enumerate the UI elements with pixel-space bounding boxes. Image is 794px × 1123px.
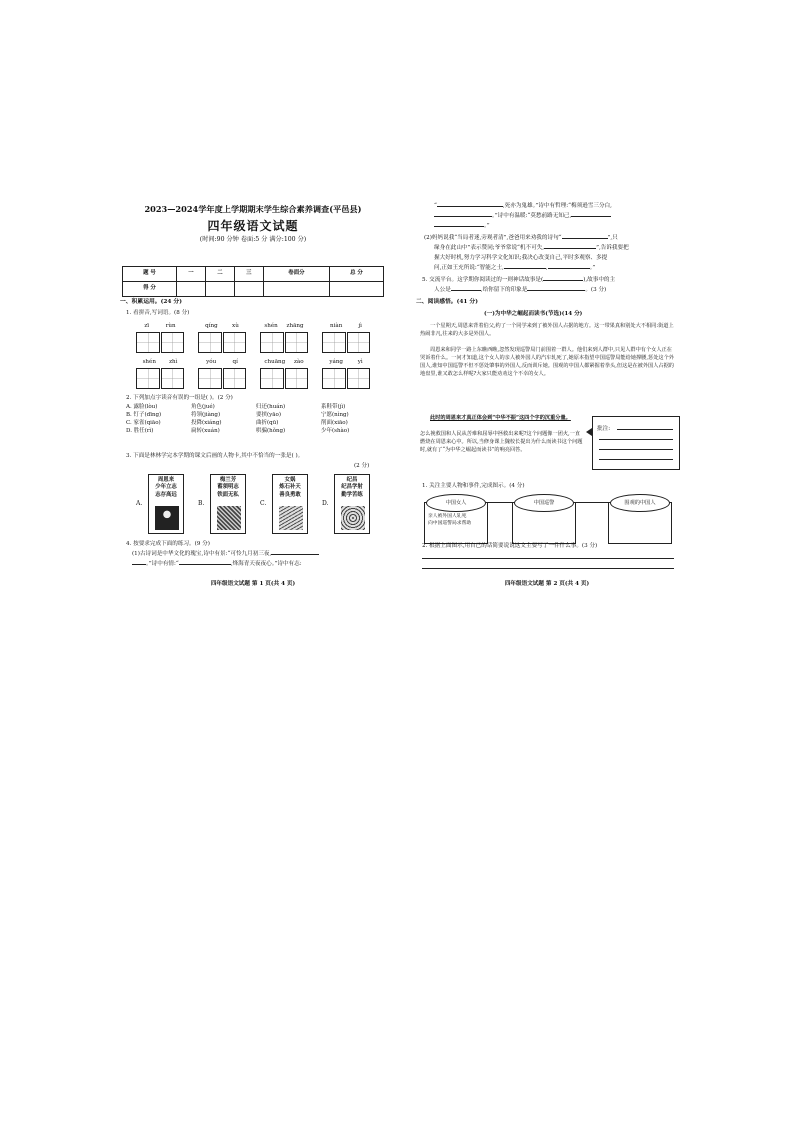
card-text: 勤学苦练 (341, 491, 363, 498)
flow-node: 中国女人 (426, 494, 486, 512)
card-text: 善良勇敢 (279, 491, 301, 498)
question-2-options (126, 404, 386, 436)
option-item: 曲折(qū) (256, 420, 279, 426)
question-text: 问,正如王充所说:“智能之士, (434, 265, 504, 271)
answer-blank[interactable] (434, 226, 484, 227)
reading-title: (一)为中华之崛起而读书(节选)(14 分) (484, 311, 583, 317)
question-text: , (545, 265, 548, 271)
option-item: 角色(jué) (191, 404, 215, 410)
answer-blank[interactable] (179, 564, 231, 565)
question-text: 。(3 分) (585, 287, 607, 293)
option-row (126, 404, 386, 412)
answer-blank[interactable] (543, 280, 583, 281)
card-text: 蓄须明志 (217, 484, 239, 491)
answer-line[interactable] (422, 558, 674, 559)
writing-box[interactable] (161, 368, 185, 389)
flow-node: 中国巡警 (514, 494, 574, 512)
answer-blank[interactable] (527, 290, 585, 291)
writing-box[interactable] (260, 368, 284, 389)
option-item: 系鞋带(jì) (321, 404, 346, 410)
option-item: 投降(xiáng) (191, 420, 222, 426)
score-row-label: 得 分 (123, 282, 177, 297)
question-text: (1)古诗词是中华文化的瑰宝,诗中有景:“可怜九月初三夜, (132, 551, 272, 557)
pinyin-item (322, 322, 370, 353)
annotation-box[interactable] (592, 416, 680, 470)
annotation-line (599, 459, 673, 460)
question-line (434, 202, 612, 210)
section-heading: 二、阅读感悟。(41 分) (416, 299, 478, 305)
pinyin: qí (232, 359, 238, 365)
reading-paragraph: 一个星期天,周恩来背着伯父,约了一个同学来到了被外国人占据的地方。这一带果真和别处大不相同:街道上热闹非凡,往来的大多是外国人。 (420, 323, 674, 338)
reading-question-1: 1. 关注主要人物和事件,完成图示。(4 分) (422, 483, 525, 489)
card-text: 铁面无私 (217, 491, 239, 498)
writing-box[interactable] (198, 332, 222, 353)
question-line (434, 212, 611, 220)
writing-box[interactable] (285, 368, 309, 389)
option-item: 削面(xiāo) (321, 420, 348, 426)
option-item: D. 胜任(rì) (126, 428, 154, 434)
portrait-image (155, 506, 179, 530)
option-item: C. 家雀(qiāo) (126, 420, 161, 426)
question-text: ”,只 (607, 235, 618, 241)
answer-blank[interactable] (434, 216, 492, 217)
annotation-line (599, 449, 673, 450)
card-label: A. (136, 500, 143, 507)
answer-blank[interactable] (571, 216, 611, 217)
answer-blank[interactable] (504, 268, 546, 269)
pinyin-item (198, 358, 246, 389)
question-text: 5. 交流平台。这学期你阅读过的一则神话故事是( (422, 277, 544, 283)
question-text: 缘身在此山中”表示赞同;爷爷常说“机不可失, (434, 245, 545, 251)
option-item: 将领(jiàng) (191, 412, 221, 418)
page-footer: 四年级语文试题 第 1 页(共 4 页) (210, 581, 296, 587)
portrait-image (279, 506, 303, 530)
question-5-line (434, 286, 606, 294)
character-card (136, 474, 190, 536)
card-text: 少年立志 (155, 484, 177, 491)
writing-box[interactable] (136, 332, 160, 353)
option-row (126, 412, 386, 420)
question-text: 。” (484, 223, 490, 229)
question-text: “ (434, 203, 437, 209)
card-frame (148, 474, 184, 534)
score-header: 三 (234, 267, 263, 282)
pinyin-item (260, 358, 308, 389)
answer-blank[interactable] (544, 248, 596, 249)
pinyin: jì (358, 323, 362, 329)
answer-line[interactable] (422, 568, 674, 569)
option-item: 要挟(yāo) (256, 412, 281, 418)
question-text: 。”诗中有情:“ (146, 561, 179, 567)
pinyin: shén (142, 359, 156, 365)
score-header: 一 (176, 267, 205, 282)
pinyin: yáng (329, 359, 344, 365)
writing-box[interactable] (223, 368, 247, 389)
card-label: D. (322, 500, 329, 507)
card-text: 纪昌 (346, 477, 358, 483)
writing-box[interactable] (223, 332, 247, 353)
pinyin: qíng (205, 323, 218, 329)
question-line (434, 264, 595, 272)
pinyin-item (136, 322, 184, 353)
writing-box[interactable] (136, 368, 160, 389)
card-frame (272, 474, 308, 534)
question-3: 3. 下面是林林学完本学期的课文后画的人物卡,其中不恰当的一张是( )。 (126, 453, 304, 459)
option-item: 少年(shào) (321, 428, 350, 434)
pinyin: zào (293, 359, 304, 365)
pinyin: chuāng (264, 359, 286, 365)
card-text: 周恩来 (157, 477, 175, 483)
card-label: B. (198, 500, 205, 507)
pinyin: shén (264, 323, 278, 329)
pinyin: zhì (169, 359, 178, 365)
pinyin: yóu (206, 359, 217, 365)
annotation-label: 批注: (597, 426, 611, 432)
exam-page-2 (414, 196, 680, 592)
question-1: 1. 看拼音,写词语。(8 分) (126, 310, 190, 316)
question-text: ,死亦为鬼雄。”诗中有哲理:“梅须逊雪三分白, (502, 203, 612, 209)
pinyin: niàn (330, 323, 343, 329)
character-card (260, 474, 314, 536)
question-5 (422, 276, 615, 284)
flow-note-line: 亲人被外国人轧死 (428, 514, 467, 519)
flow-note (428, 514, 471, 528)
section-heading: 一、积累运用。(24 分) (120, 299, 182, 305)
question-text: ,给你留下的印象是 (480, 287, 528, 293)
card-frame (334, 474, 370, 534)
page-footer: 四年级语文试题 第 2 页(共 4 页) (504, 581, 590, 587)
question-2: 2. 下列加点字读音有误的一组是( )。(2 分) (126, 395, 233, 401)
question-line (434, 222, 490, 230)
character-cards (136, 474, 386, 538)
writing-box[interactable] (161, 332, 185, 353)
question-text: ,烽海青天夜夜心。”诗中有志: (230, 561, 302, 567)
question-line (424, 234, 618, 242)
writing-box[interactable] (260, 332, 284, 353)
option-item: 扁转(xuán) (191, 428, 220, 434)
pinyin: zī (144, 323, 150, 329)
score-header: 题 号 (123, 267, 177, 282)
option-row (126, 428, 386, 436)
question-text: 。”诗中有温暖:“莫愁前路无知己, (492, 213, 572, 219)
score-header: 总 分 (329, 267, 383, 282)
reading-paragraph: 怎么挽救国和人民从苦难和屈辱中拯救出来呢?这个问题像一团火,一直燃烧在周恩来心中。所以,当修身课上魏校长提出为什么而读书这个问题时,就有了“为中华之崛起而读书”的响亮回答。 (420, 431, 583, 454)
question-4: 4. 按要求完成下面的练习。(9 分) (126, 541, 210, 547)
exam-sheet (118, 196, 680, 592)
option-item: 归还(huán) (256, 404, 286, 410)
card-text: 志存高远 (155, 491, 177, 498)
question-3-points: (2 分) (354, 463, 370, 469)
score-cell[interactable] (263, 282, 329, 297)
exam-meta: (时间:90 分钟 卷面:5 分 满分:100 分) (199, 236, 307, 243)
reading-question-2: 2. 根据上面图示,用自己的话简要说说这文主要写了一件什么事。(3 分) (422, 543, 598, 549)
question-text: 。” (589, 265, 596, 271)
portrait-image (217, 506, 241, 530)
card-text: 纪昌学射 (341, 484, 363, 491)
underlined-sentence: 此时的周恩来才真正体会到“中华不振”这四个字的沉重分量。 (430, 415, 571, 421)
option-item: 哄骗(hǒng) (256, 428, 286, 434)
character-card (322, 474, 376, 536)
pinyin-item (260, 322, 308, 353)
exam-title: 2023—2024学年度上学期期末学生综合素养调查(平邑县) (144, 204, 362, 214)
card-label: C. (260, 500, 267, 507)
pinyin: rùn (165, 323, 176, 329)
score-cell[interactable] (205, 282, 234, 297)
question-text: ),故事中的主 (583, 277, 616, 283)
pinyin: yì (357, 359, 363, 365)
answer-blank[interactable] (451, 290, 481, 291)
question-line (434, 244, 629, 252)
writing-box[interactable] (285, 332, 309, 353)
option-item: 宁愿(nìng) (321, 412, 349, 418)
character-card (198, 474, 252, 536)
option-row (126, 420, 386, 428)
pinyin: xù (232, 323, 239, 329)
portrait-image (341, 506, 365, 530)
annotation-line (599, 439, 673, 440)
answer-blank[interactable] (548, 268, 590, 269)
score-header: 卷面分 (263, 267, 329, 282)
option-item: B. 钉子(dīng) (126, 412, 162, 418)
reading-paragraph: 周恩来和同学一路上东瞧西瞧,忽然发现巡警局门前围着一群人。他们来到人群中,只见人群中有个女人正在哭诉着什么。一问才知道,这个女人的亲人被外国人的汽车轧死了,她原本指望中国巡警局能给她撑腰,惩处这个外国人,谁知中国巡警不但不惩处肇事的外国人,反而训斥她。围观的中国人都紧握着拳头,但这是在被外国人占据的地盘里,谁又敢怎么样呢?大家只能劝劝这个不幸的女人。 (420, 347, 674, 378)
score-cell[interactable] (329, 282, 383, 297)
flow-node: 围观的中国人 (610, 494, 670, 512)
writing-box[interactable] (322, 332, 346, 353)
card-text: 女娲 (284, 477, 296, 483)
option-item: A. 露脸(lòu) (126, 404, 158, 410)
annotation-line (617, 429, 673, 430)
question-text: ”,告诉我要把 (596, 245, 629, 251)
pinyin-item (322, 358, 370, 389)
question-text: (2)妈妈说我“当局者迷,旁观者清”,爸爸用来劝我的诗句“ (424, 235, 562, 241)
answer-blank[interactable] (437, 206, 503, 207)
card-text: 炼石补天 (279, 484, 301, 491)
writing-box[interactable] (198, 368, 222, 389)
score-header: 二 (205, 267, 234, 282)
score-cell[interactable] (234, 282, 263, 297)
score-table (122, 266, 384, 297)
pinyin: zhāng (286, 323, 304, 329)
card-text: 梅兰芳 (219, 477, 237, 483)
exam-page-1 (118, 196, 388, 592)
question-line: 握大好时机,努力学习科学文化知识;我决心改变自己,平时多观察、多提 (434, 255, 608, 261)
answer-blank[interactable] (562, 238, 608, 239)
answer-blank[interactable] (132, 564, 146, 565)
pinyin-item (198, 322, 246, 353)
writing-box[interactable] (347, 368, 371, 389)
score-cell[interactable] (176, 282, 205, 297)
writing-box[interactable] (347, 332, 371, 353)
question-4-line (132, 550, 319, 558)
writing-box[interactable] (322, 368, 346, 389)
answer-blank[interactable] (271, 554, 319, 555)
card-frame (210, 474, 246, 534)
question-4-line (132, 560, 302, 568)
subject-title: 四年级语文试题 (207, 219, 299, 233)
flow-note-line: 向中国巡警局求帮助 (428, 520, 472, 526)
pinyin-item (136, 358, 184, 389)
question-text: 人公是 (434, 287, 451, 293)
